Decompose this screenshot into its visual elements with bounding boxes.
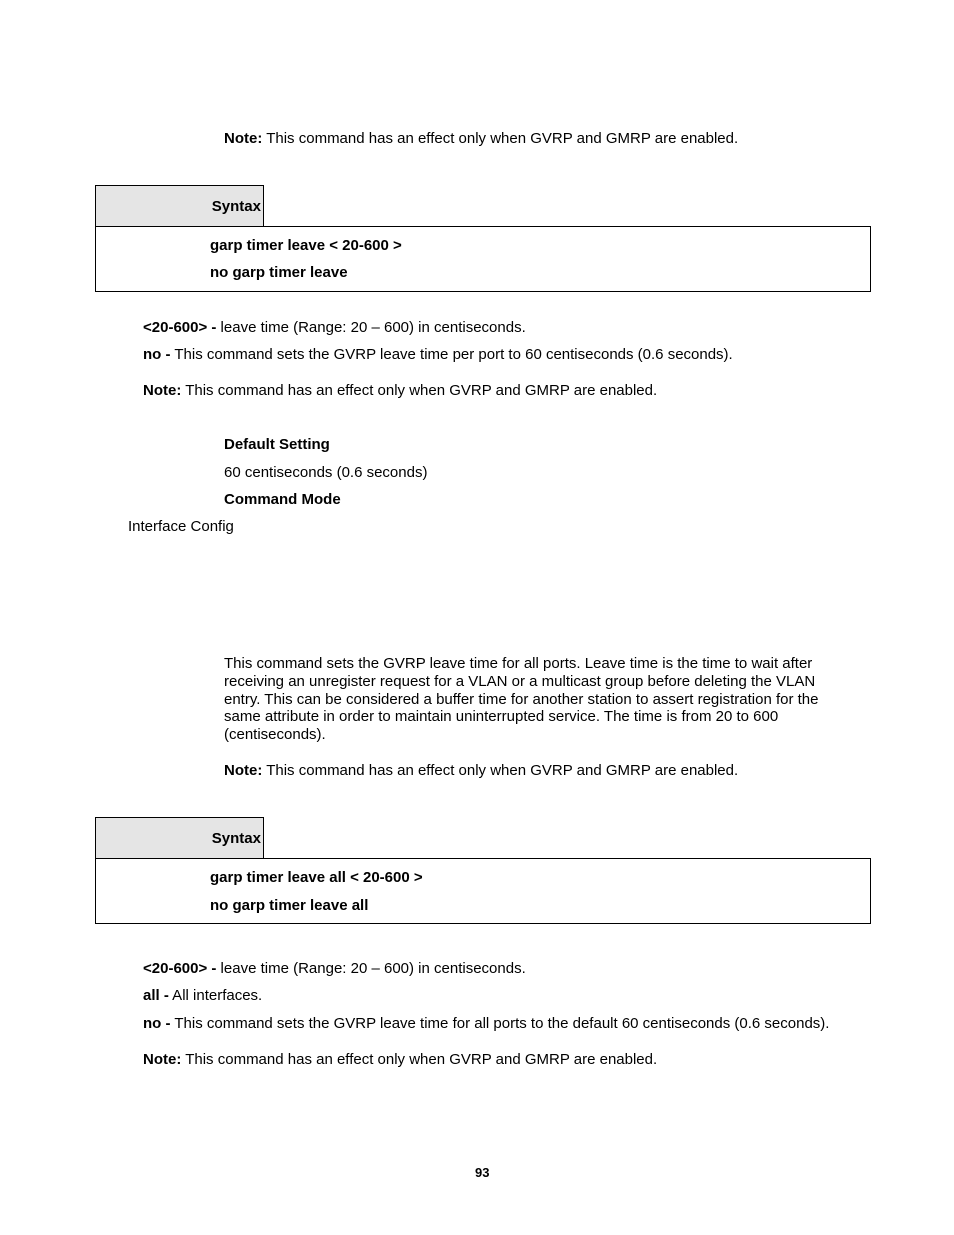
syntax-command: no garp timer leave all [210, 897, 369, 914]
param-no: no - This command sets the GVRP leave time for all ports to the default 60 centiseconds (0.6 seconds). [143, 1015, 830, 1032]
command-description: This command sets the GVRP leave time for all ports. Leave time is the time to wait after receiving an unregister request for a VLAN or a multicast group before deleting the VLAN entry. This can be considered a buffer time for another station to assert registration for the same attribute in order to maintain uninterrupted service. The time is from 20 to 600 (centiseconds). [224, 655, 819, 744]
syntax-command: garp timer leave < 20-600 > [210, 237, 402, 254]
syntax-box-1 [95, 226, 871, 292]
param-no: no - This command sets the GVRP leave time per port to 60 centiseconds (0.6 seconds). [143, 346, 733, 363]
param-all: all - All interfaces. [143, 987, 263, 1004]
syntax-command: garp timer leave all < 20-600 > [210, 869, 423, 886]
default-setting-heading: Default Setting [224, 436, 330, 453]
syntax-header-1 [95, 185, 264, 227]
page-number: 93 [475, 1165, 490, 1180]
syntax-label: Syntax [211, 198, 261, 215]
command-mode-value: Interface Config [128, 518, 234, 535]
note-params: Note: This command has an effect only when GVRP and GMRP are enabled. [143, 382, 658, 399]
syntax-box-2 [95, 858, 871, 924]
param-range: <20-600> - leave time (Range: 20 – 600) in centiseconds. [143, 319, 526, 336]
note-description: Note: This command has an effect only when GVRP and GMRP are enabled. [224, 762, 739, 779]
param-range: <20-600> - leave time (Range: 20 – 600) in centiseconds. [143, 960, 526, 977]
default-setting-value: 60 centiseconds (0.6 seconds) [224, 464, 428, 481]
syntax-label: Syntax [211, 830, 261, 847]
syntax-header-2 [95, 817, 264, 859]
note-params: Note: This command has an effect only when GVRP and GMRP are enabled. [143, 1051, 658, 1068]
syntax-command: no garp timer leave [210, 264, 348, 281]
note-top: Note: This command has an effect only when GVRP and GMRP are enabled. [224, 130, 739, 147]
command-mode-heading: Command Mode [224, 491, 341, 508]
